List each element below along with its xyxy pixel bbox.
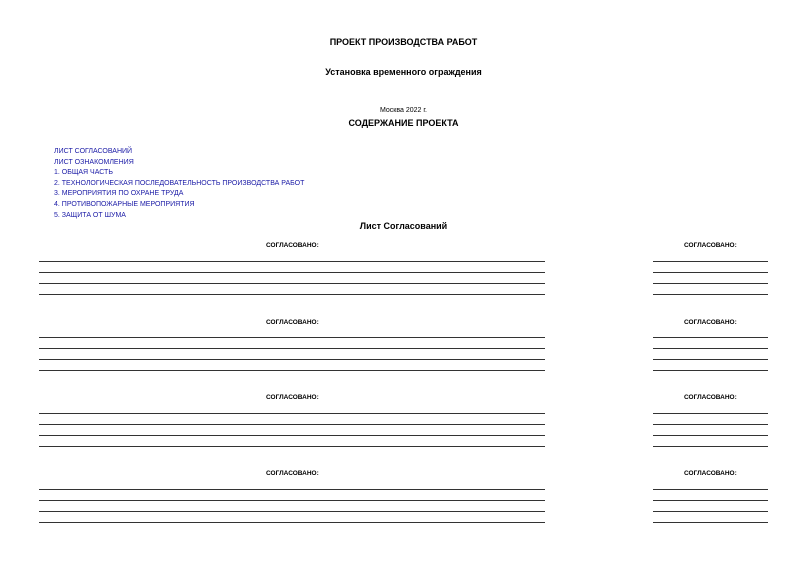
approval-label-right: СОГЛАСОВАНО: bbox=[684, 470, 737, 477]
signature-line bbox=[39, 522, 545, 523]
signature-line bbox=[653, 489, 768, 490]
approval-label-right: СОГЛАСОВАНО: bbox=[684, 242, 737, 249]
approval-sheet-title: Лист Согласований bbox=[359, 221, 448, 231]
signature-line bbox=[653, 348, 768, 349]
signature-line bbox=[653, 359, 768, 360]
signature-line bbox=[653, 272, 768, 273]
table-of-contents bbox=[54, 147, 304, 221]
approval-label-right: СОГЛАСОВАНО: bbox=[684, 394, 737, 401]
signature-line bbox=[653, 413, 768, 414]
signature-line bbox=[39, 272, 545, 273]
approval-label-right: СОГЛАСОВАНО: bbox=[684, 319, 737, 326]
approval-label-left: СОГЛАСОВАНО: bbox=[266, 394, 319, 401]
signature-line bbox=[653, 435, 768, 436]
toc-link-familiarization-sheet[interactable]: ЛИСТ ОЗНАКОМЛЕНИЯ bbox=[54, 158, 134, 166]
approval-block bbox=[0, 242, 807, 312]
contents-title: СОДЕРЖАНИЕ ПРОЕКТА bbox=[348, 118, 459, 128]
toc-link-noise-protection[interactable]: 5. ЗАЩИТА ОТ ШУМА bbox=[54, 211, 126, 219]
approval-block bbox=[0, 394, 807, 464]
toc-link-labor-safety[interactable]: 3. МЕРОПРИЯТИЯ ПО ОХРАНЕ ТРУДА bbox=[54, 190, 184, 198]
approval-block bbox=[0, 319, 807, 389]
signature-line bbox=[653, 294, 768, 295]
city-year: Москва 2022 г. bbox=[379, 107, 427, 114]
signature-line bbox=[39, 424, 545, 425]
signature-line bbox=[39, 294, 545, 295]
approval-label-left: СОГЛАСОВАНО: bbox=[266, 242, 319, 249]
document-subtitle: Установка временного ограждения bbox=[325, 67, 482, 77]
signature-line bbox=[39, 370, 545, 371]
signature-line bbox=[39, 446, 545, 447]
signature-line bbox=[653, 446, 768, 447]
signature-line bbox=[39, 283, 545, 284]
toc-link-technology[interactable]: 2. ТЕХНОЛОГИЧЕСКАЯ ПОСЛЕДОВАТЕЛЬНОСТЬ ПРОИЗВОДСТВА РАБОТ bbox=[54, 179, 305, 187]
signature-line bbox=[653, 337, 768, 338]
approval-block bbox=[0, 470, 807, 540]
signature-line bbox=[653, 511, 768, 512]
toc-link-general[interactable]: 1. ОБЩАЯ ЧАСТЬ bbox=[54, 169, 113, 177]
signature-line bbox=[653, 500, 768, 501]
signature-line bbox=[653, 261, 768, 262]
document-title: ПРОЕКТ ПРОИЗВОДСТВА РАБОТ bbox=[329, 37, 478, 47]
signature-line bbox=[653, 522, 768, 523]
signature-line bbox=[39, 348, 545, 349]
approval-label-left: СОГЛАСОВАНО: bbox=[266, 319, 319, 326]
signature-line bbox=[653, 424, 768, 425]
signature-line bbox=[653, 370, 768, 371]
signature-line bbox=[39, 261, 545, 262]
signature-line bbox=[39, 413, 545, 414]
signature-line bbox=[39, 435, 545, 436]
signature-line bbox=[39, 337, 545, 338]
toc-link-fire-safety[interactable]: 4. ПРОТИВОПОЖАРНЫЕ МЕРОПРИЯТИЯ bbox=[54, 200, 195, 208]
signature-line bbox=[39, 359, 545, 360]
signature-line bbox=[653, 283, 768, 284]
signature-line bbox=[39, 511, 545, 512]
signature-line bbox=[39, 500, 545, 501]
signature-line bbox=[39, 489, 545, 490]
toc-link-approval-sheet[interactable]: ЛИСТ СОГЛАСОВАНИЙ bbox=[54, 148, 133, 155]
approval-label-left: СОГЛАСОВАНО: bbox=[266, 470, 319, 477]
